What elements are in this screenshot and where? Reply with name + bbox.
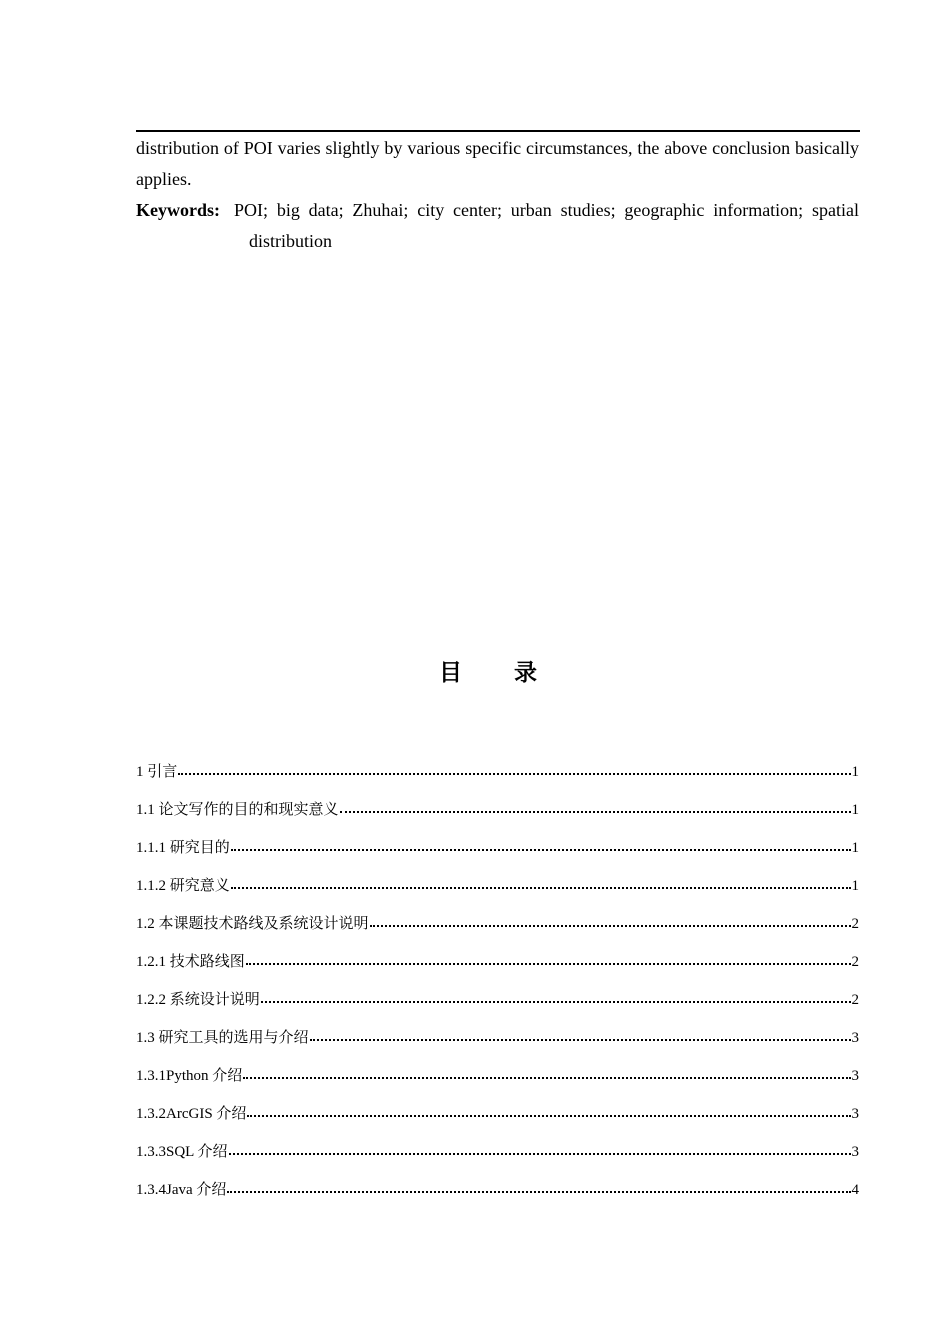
toc-entry-label: 1.2.1 技术路线图: [136, 954, 245, 970]
keywords-label: Keywords:: [136, 200, 220, 220]
toc-entry-page: 1: [851, 878, 859, 894]
toc-entry-page: 3: [851, 1106, 859, 1122]
toc-entry[interactable]: [136, 837, 859, 875]
toc-dot-leader: [310, 1026, 851, 1041]
toc-entry-label: 1 引言: [136, 764, 178, 780]
toc-entry-label: 1.2.2 系统设计说明: [136, 992, 260, 1008]
header-rule: [136, 130, 860, 132]
toc-entry-page: 1: [851, 840, 859, 856]
toc-entry[interactable]: [136, 875, 859, 913]
toc-dot-leader: [227, 1178, 850, 1193]
toc-dot-leader: [247, 1102, 850, 1117]
toc-entry-page: 3: [851, 1068, 859, 1084]
toc-dot-leader: [261, 988, 851, 1003]
toc-title: 目 录: [438, 660, 559, 686]
toc-entry[interactable]: [136, 1103, 859, 1141]
keywords-text: POI; big data; Zhuhai; city center; urban studies; geographic information; spatial distribution: [234, 200, 859, 251]
toc-entry-label: 1.2 本课题技术路线及系统设计说明: [136, 916, 369, 932]
toc-entry[interactable]: [136, 1027, 859, 1065]
toc-entry-page: 3: [851, 1144, 859, 1160]
toc-dot-leader: [370, 912, 851, 927]
toc-entry-label: 1.3.4Java 介绍: [136, 1182, 227, 1198]
toc-entry-page: 1: [851, 764, 859, 780]
toc-entry[interactable]: [136, 1141, 859, 1179]
toc-entry-page: 2: [851, 954, 859, 970]
toc-entry-label: 1.1 论文写作的目的和现实意义: [136, 802, 339, 818]
toc-entry-label: 1.3.2ArcGIS 介绍: [136, 1106, 247, 1122]
toc-entry[interactable]: [136, 913, 859, 951]
toc-entry[interactable]: [136, 951, 859, 989]
toc-entry[interactable]: [136, 761, 859, 799]
toc-entry-page: 1: [851, 802, 859, 818]
abstract-continuation: distribution of POI varies slightly by various specific circumstances, the above conclusion basically applies.: [136, 138, 859, 189]
toc-entry-label: 1.3 研究工具的选用与介绍: [136, 1030, 309, 1046]
toc-entry-page: 2: [851, 992, 859, 1008]
toc-dot-leader: [246, 950, 851, 965]
toc-dot-leader: [178, 760, 850, 775]
toc-dot-leader: [243, 1064, 850, 1079]
keywords-line: [136, 195, 859, 257]
toc-entry[interactable]: [136, 799, 859, 837]
toc-entry-label: 1.1.2 研究意义: [136, 878, 230, 894]
toc-entry[interactable]: [136, 989, 859, 1027]
toc-dot-leader: [229, 1140, 851, 1155]
toc-dot-leader: [231, 836, 851, 851]
toc-dot-leader: [340, 798, 851, 813]
toc-entry-page: 4: [851, 1182, 859, 1198]
table-of-contents: [136, 761, 859, 1217]
abstract-section: [136, 133, 859, 257]
toc-entry-label: 1.3.1Python 介绍: [136, 1068, 243, 1084]
toc-entry[interactable]: [136, 1065, 859, 1103]
toc-entry-label: 1.1.1 研究目的: [136, 840, 230, 856]
toc-entry[interactable]: [136, 1179, 859, 1217]
toc-entry-page: 2: [851, 916, 859, 932]
toc-entry-page: 3: [851, 1030, 859, 1046]
toc-entry-label: 1.3.3SQL 介绍: [136, 1144, 228, 1160]
toc-dot-leader: [231, 874, 851, 889]
